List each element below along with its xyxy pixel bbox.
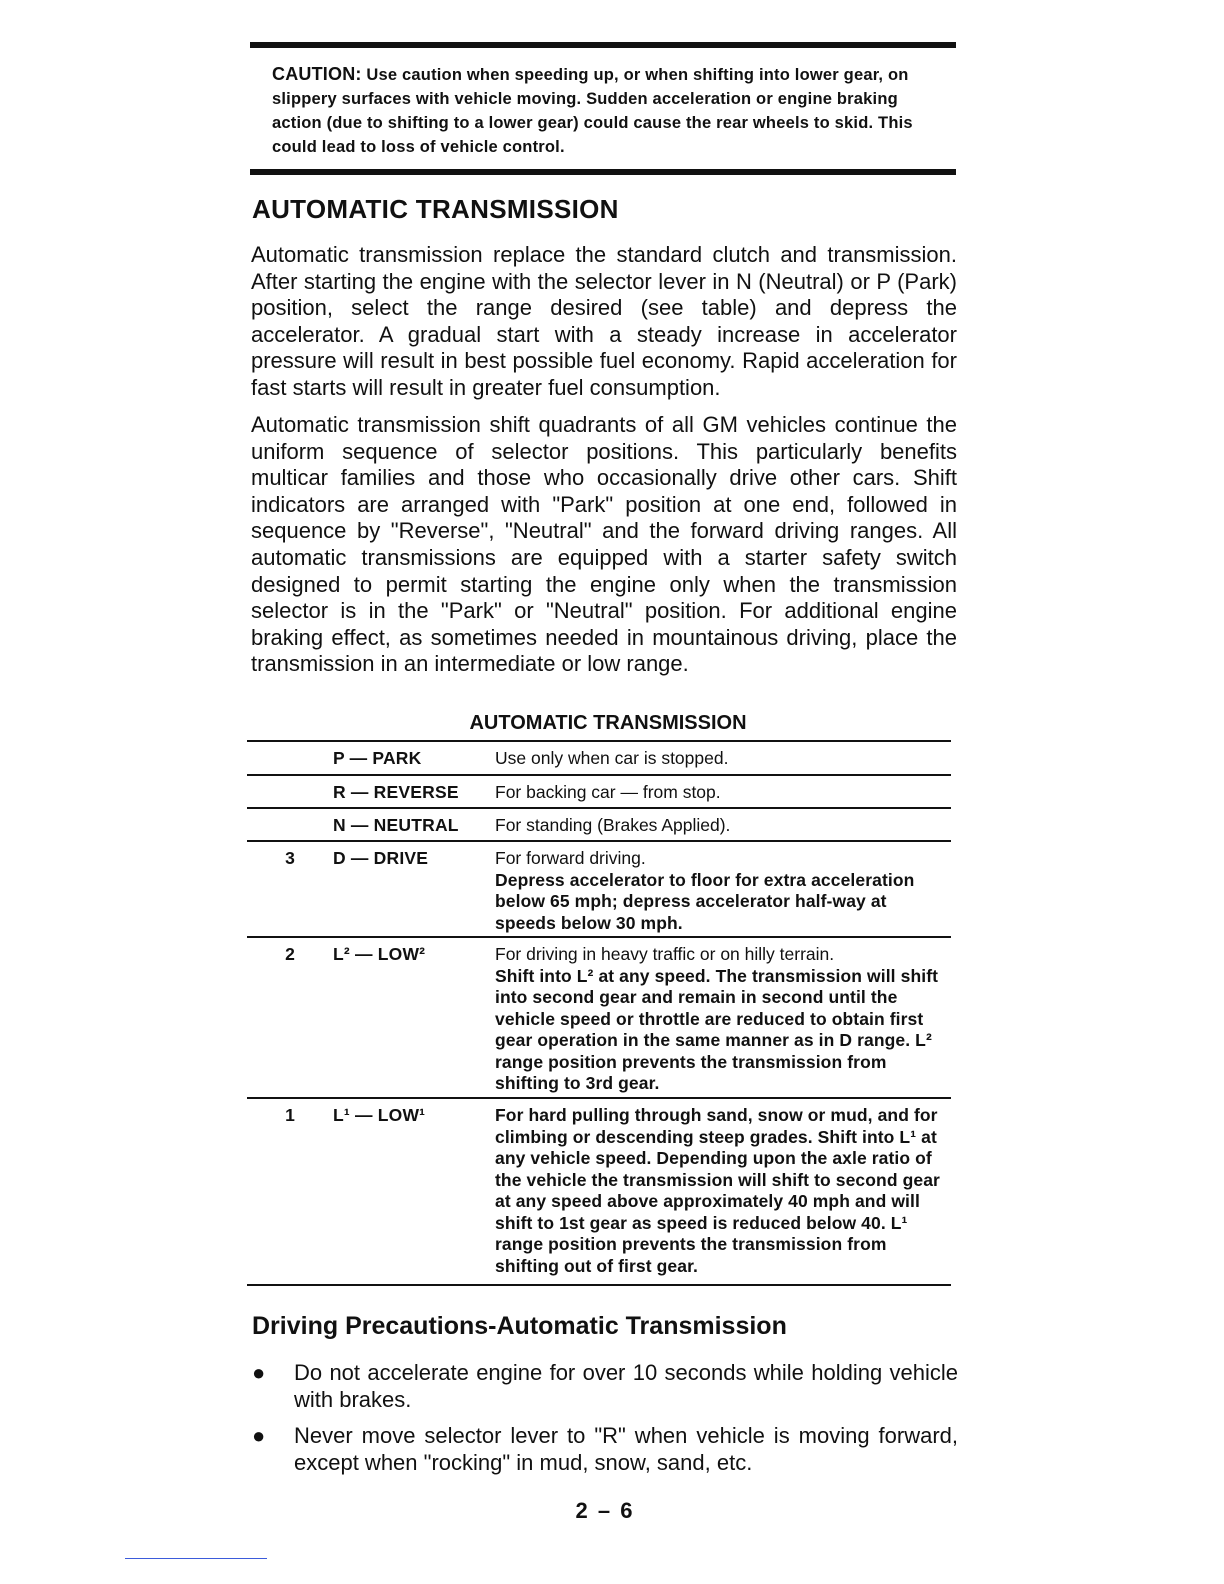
precaution-text: Do not accelerate engine for over 10 seconds while holding vehicle with brakes. (294, 1360, 958, 1412)
caution-text (272, 62, 942, 159)
selector-position: N — NEUTRAL (333, 815, 459, 835)
bullet-icon: ● (252, 1360, 266, 1385)
selector-position: L² — LOW² (333, 944, 426, 964)
intro-paragraph: Automatic transmission replace the standard clutch and transmission. After starting the engine with the selector lever in N (Neutral) or P (Park) position, select the range desired (see table) and depress the accelerator. A gradual start with a steady increase in accelerator pressure will result in best possible fuel economy. Rapid acceleration for fast starts will result in greater fuel consumption. (251, 242, 957, 400)
table-row-neutral (247, 809, 951, 842)
precaution-text: Never move selector lever to "R" when vehicle is moving forward, except when "rocking" in mud, snow, sand, etc. (294, 1423, 958, 1475)
list-item (252, 1423, 958, 1476)
precautions-heading: Driving Precautions-Automatic Transmission (252, 1312, 787, 1340)
position-description (495, 938, 951, 1097)
selector-position: D — DRIVE (333, 848, 429, 868)
bottom-edge-line (125, 1558, 267, 1559)
description-text: For forward driving. (495, 848, 646, 868)
gear-number (247, 809, 333, 840)
table-title: AUTOMATIC TRANSMISSION (469, 712, 747, 734)
gear-number: 3 (285, 848, 295, 868)
precautions-list (252, 1360, 958, 1486)
page-number: 2 – 6 (575, 1498, 635, 1523)
description-detail: Depress accelerator to floor for extra acceleration below 65 mph; depress accelerator half-way at speeds below 30 mph. (495, 869, 915, 933)
description-text: For backing car — from stop. (495, 782, 721, 802)
position-description (495, 842, 951, 936)
position-description (495, 809, 951, 840)
description-text: For standing (Brakes Applied). (495, 815, 731, 835)
selector-position: R — REVERSE (333, 782, 459, 802)
position-description (495, 776, 951, 807)
description-text: For driving in heavy traffic or on hilly terrain. (495, 944, 835, 964)
caution-body: Use caution when speeding up, or when shifting into lower gear, on slippery surfaces with vehicle moving. Sudden acceleration or engine braking action (due to shifting to a lower gear) could cause the rear wheels to skid. This could lead to loss of vehicle control. (272, 66, 913, 156)
description-text: For hard pulling through sand, snow or mud, and for climbing or descending steep grades. Shift into L¹ at any vehicle speed. Depending upon the axle ratio of the vehicle the transmission will shift to second gear at any speed above approximately 40 mph and will shift to 1st gear as speed is reduced below 40. L¹ range position prevents the transmission from shifting out of first gear. (495, 1105, 940, 1276)
bullet-icon: ● (252, 1423, 266, 1449)
selector-position: L¹ — LOW¹ (333, 1105, 426, 1125)
caution-box (250, 42, 956, 175)
caution-label: CAUTION: (272, 64, 362, 84)
description-detail: Shift into L² at any speed. The transmission will shift into second gear and remain in second until the vehicle speed or throttle are reduced to obtain first gear operation in the same manner as in D range. L² range position prevents the transmission from shifting to 3rd gear. (495, 965, 939, 1093)
table-row-park (247, 742, 951, 776)
gear-number: 1 (285, 1105, 295, 1125)
selector-position: P — PARK (333, 748, 422, 768)
gear-number: 2 (285, 944, 295, 964)
position-description (495, 742, 951, 774)
table-row-drive (247, 842, 951, 938)
gear-number (247, 776, 333, 807)
table-row-reverse (247, 776, 951, 809)
shift-quadrant-paragraph: Automatic transmission shift quadrants of all GM vehicles continue the uniform sequence of selector positions. This particularly benefits multicar families and those who occasionally drive other cars. Shift indicators are arranged with "Park" position at one end, followed in sequence by "Reverse", "Neutral" and the forward driving ranges. All automatic transmissions are equipped with a starter safety switch designed to permit starting the engine only when the transmission selector is in the "Park" or "Neutral" position. For additional engine braking effect, as sometimes needed in mountainous driving, place the transmission in an intermediate or low range. (251, 412, 957, 677)
transmission-table (247, 740, 951, 1286)
table-row-low1 (247, 1099, 951, 1286)
gear-number (247, 742, 333, 774)
table-row-low2 (247, 938, 951, 1099)
description-text: Use only when car is stopped. (495, 748, 729, 768)
section-title: AUTOMATIC TRANSMISSION (252, 194, 619, 224)
position-description (495, 1099, 951, 1284)
list-item (252, 1360, 958, 1413)
